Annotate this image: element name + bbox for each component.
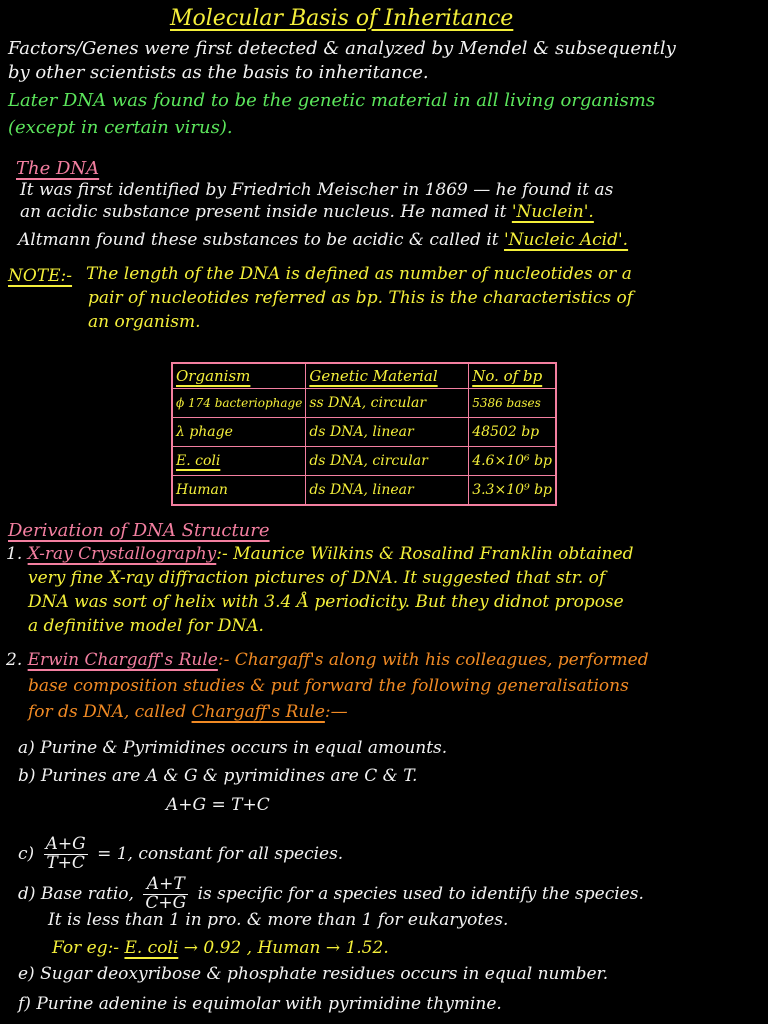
chargaff-line-2: base composition studies & put forward the following generalisations (28, 676, 629, 696)
example-human: Human → 1.52. (257, 938, 389, 958)
xray-line-1 (6, 546, 634, 563)
xray-line-4: a definitive model for DNA. (28, 616, 264, 636)
rule-c-denominator: T+C (46, 852, 85, 873)
note-label: NOTE:- (8, 266, 73, 286)
rule-b: b) Purines are A & G & pyrimidines are C & T. (18, 766, 418, 786)
dna-line-2 (20, 204, 594, 221)
example-label: For eg:- (52, 938, 120, 958)
rule-e: e) Sugar deoxyribose & phosphate residues occurs in equal number. (18, 964, 609, 984)
table-header-row (172, 363, 556, 389)
dna-line-1: It was first identified by Friedrich Meischer in 1869 — he found it as (20, 180, 614, 200)
chargaff-title: Erwin Chargaff's Rule (27, 650, 218, 670)
rule-f: f) Purine adenine is equimolar with pyrimidine thymine. (18, 994, 502, 1014)
chargaff-line-3-text: for ds DNA, called (28, 702, 192, 722)
xray-line-1-text: :- Maurice Wilkins & Rosalind Franklin obtained (216, 544, 634, 564)
table-cell: 4.6×10⁶ bp (469, 447, 556, 476)
table-cell: ds DNA, linear (306, 418, 469, 447)
table-header-bp: No. of bp (469, 363, 556, 389)
rule-a: a) Purine & Pyrimidines occurs in equal amounts. (18, 738, 448, 758)
xray-title: X-ray Crystallography (27, 544, 217, 564)
table-row (172, 389, 556, 418)
page-title: Molecular Basis of Inheritance (170, 6, 514, 31)
chargaff-line-3-end: :— (324, 702, 348, 722)
intro-line-3: Later DNA was found to be the genetic material in all living organisms (8, 90, 656, 111)
derivation-heading: Derivation of DNA Structure (8, 520, 270, 541)
nuclein-term: 'Nuclein'. (511, 202, 594, 222)
dna-line-3-text: Altmann found these substances to be acidic & called it (18, 230, 504, 250)
table-row (172, 476, 556, 506)
example-ecoli: E. coli (124, 938, 179, 958)
intro-line-1: Factors/Genes were first detected & analyzed by Mendel & subsequently (8, 38, 676, 59)
dna-line-3 (18, 232, 628, 249)
table-cell: Human (172, 476, 306, 506)
rule-c-text: = 1, constant for all species. (97, 843, 344, 864)
table-cell: ds DNA, circular (306, 447, 469, 476)
rule-d-fraction (143, 876, 188, 913)
table-cell: 5386 bases (469, 389, 556, 418)
table-header-genetic-material: Genetic Material (306, 363, 469, 389)
chargaff-number: 2. (6, 650, 23, 670)
table-cell: ds DNA, linear (306, 476, 469, 506)
rule-d-example (52, 940, 389, 957)
rule-d-numerator: A+T (143, 876, 188, 895)
note-line-3: an organism. (88, 312, 201, 332)
dna-heading: The DNA (16, 158, 100, 179)
intro-line-4: (except in certain virus). (8, 117, 233, 138)
intro-line-2: by other scientists as the basis to inheritance. (8, 62, 429, 83)
rule-d-text: is specific for a species used to identify the species. (197, 883, 644, 904)
table-row (172, 447, 556, 476)
table-cell: 3.3×10⁹ bp (469, 476, 556, 506)
chargaff-line-1-text: :- Chargaff's along with his colleagues, performed (217, 650, 649, 670)
table-header-organism: Organism (172, 363, 306, 389)
rule-b-equation: A+G = T+C (166, 795, 270, 815)
chargaff-line-1 (6, 652, 649, 669)
example-ecoli-value: → 0.92 , (183, 938, 253, 958)
rule-d (18, 876, 644, 913)
rule-d-denominator: C+G (145, 892, 187, 913)
table-cell: 48502 bp (469, 418, 556, 447)
note-line-2: pair of nucleotides referred as bp. This is the characteristics of (88, 288, 634, 308)
xray-line-3: DNA was sort of helix with 3.4 Å periodicity. But they didnot propose (28, 592, 624, 612)
table-row (172, 418, 556, 447)
rule-d-label: d) Base ratio, (18, 883, 134, 904)
table-cell: ϕ 174 bacteriophage (172, 389, 306, 418)
chargaff-rule-term: Chargaff's Rule (191, 702, 325, 722)
table-cell: E. coli (172, 447, 306, 476)
rule-c-numerator: A+G (45, 834, 86, 854)
dna-line-2-text: an acidic substance present inside nucleus. He named it (20, 202, 512, 222)
nucleic-acid-term: 'Nucleic Acid'. (504, 230, 629, 250)
genetic-material-table (171, 362, 557, 506)
table-cell: λ phage (172, 418, 306, 447)
rule-d-line-2: It is less than 1 in pro. & more than 1 for eukaryotes. (48, 910, 509, 930)
rule-c-fraction (44, 836, 88, 873)
table-cell: ss DNA, circular (306, 389, 469, 418)
chargaff-line-3 (28, 704, 348, 721)
xray-line-2: very fine X-ray diffraction pictures of DNA. It suggested that str. of (28, 568, 606, 588)
rule-c-label: c) (18, 843, 35, 864)
xray-number: 1. (6, 544, 23, 564)
note-line-1: The length of the DNA is defined as number of nucleotides or a (86, 264, 632, 284)
rule-c (18, 836, 343, 873)
